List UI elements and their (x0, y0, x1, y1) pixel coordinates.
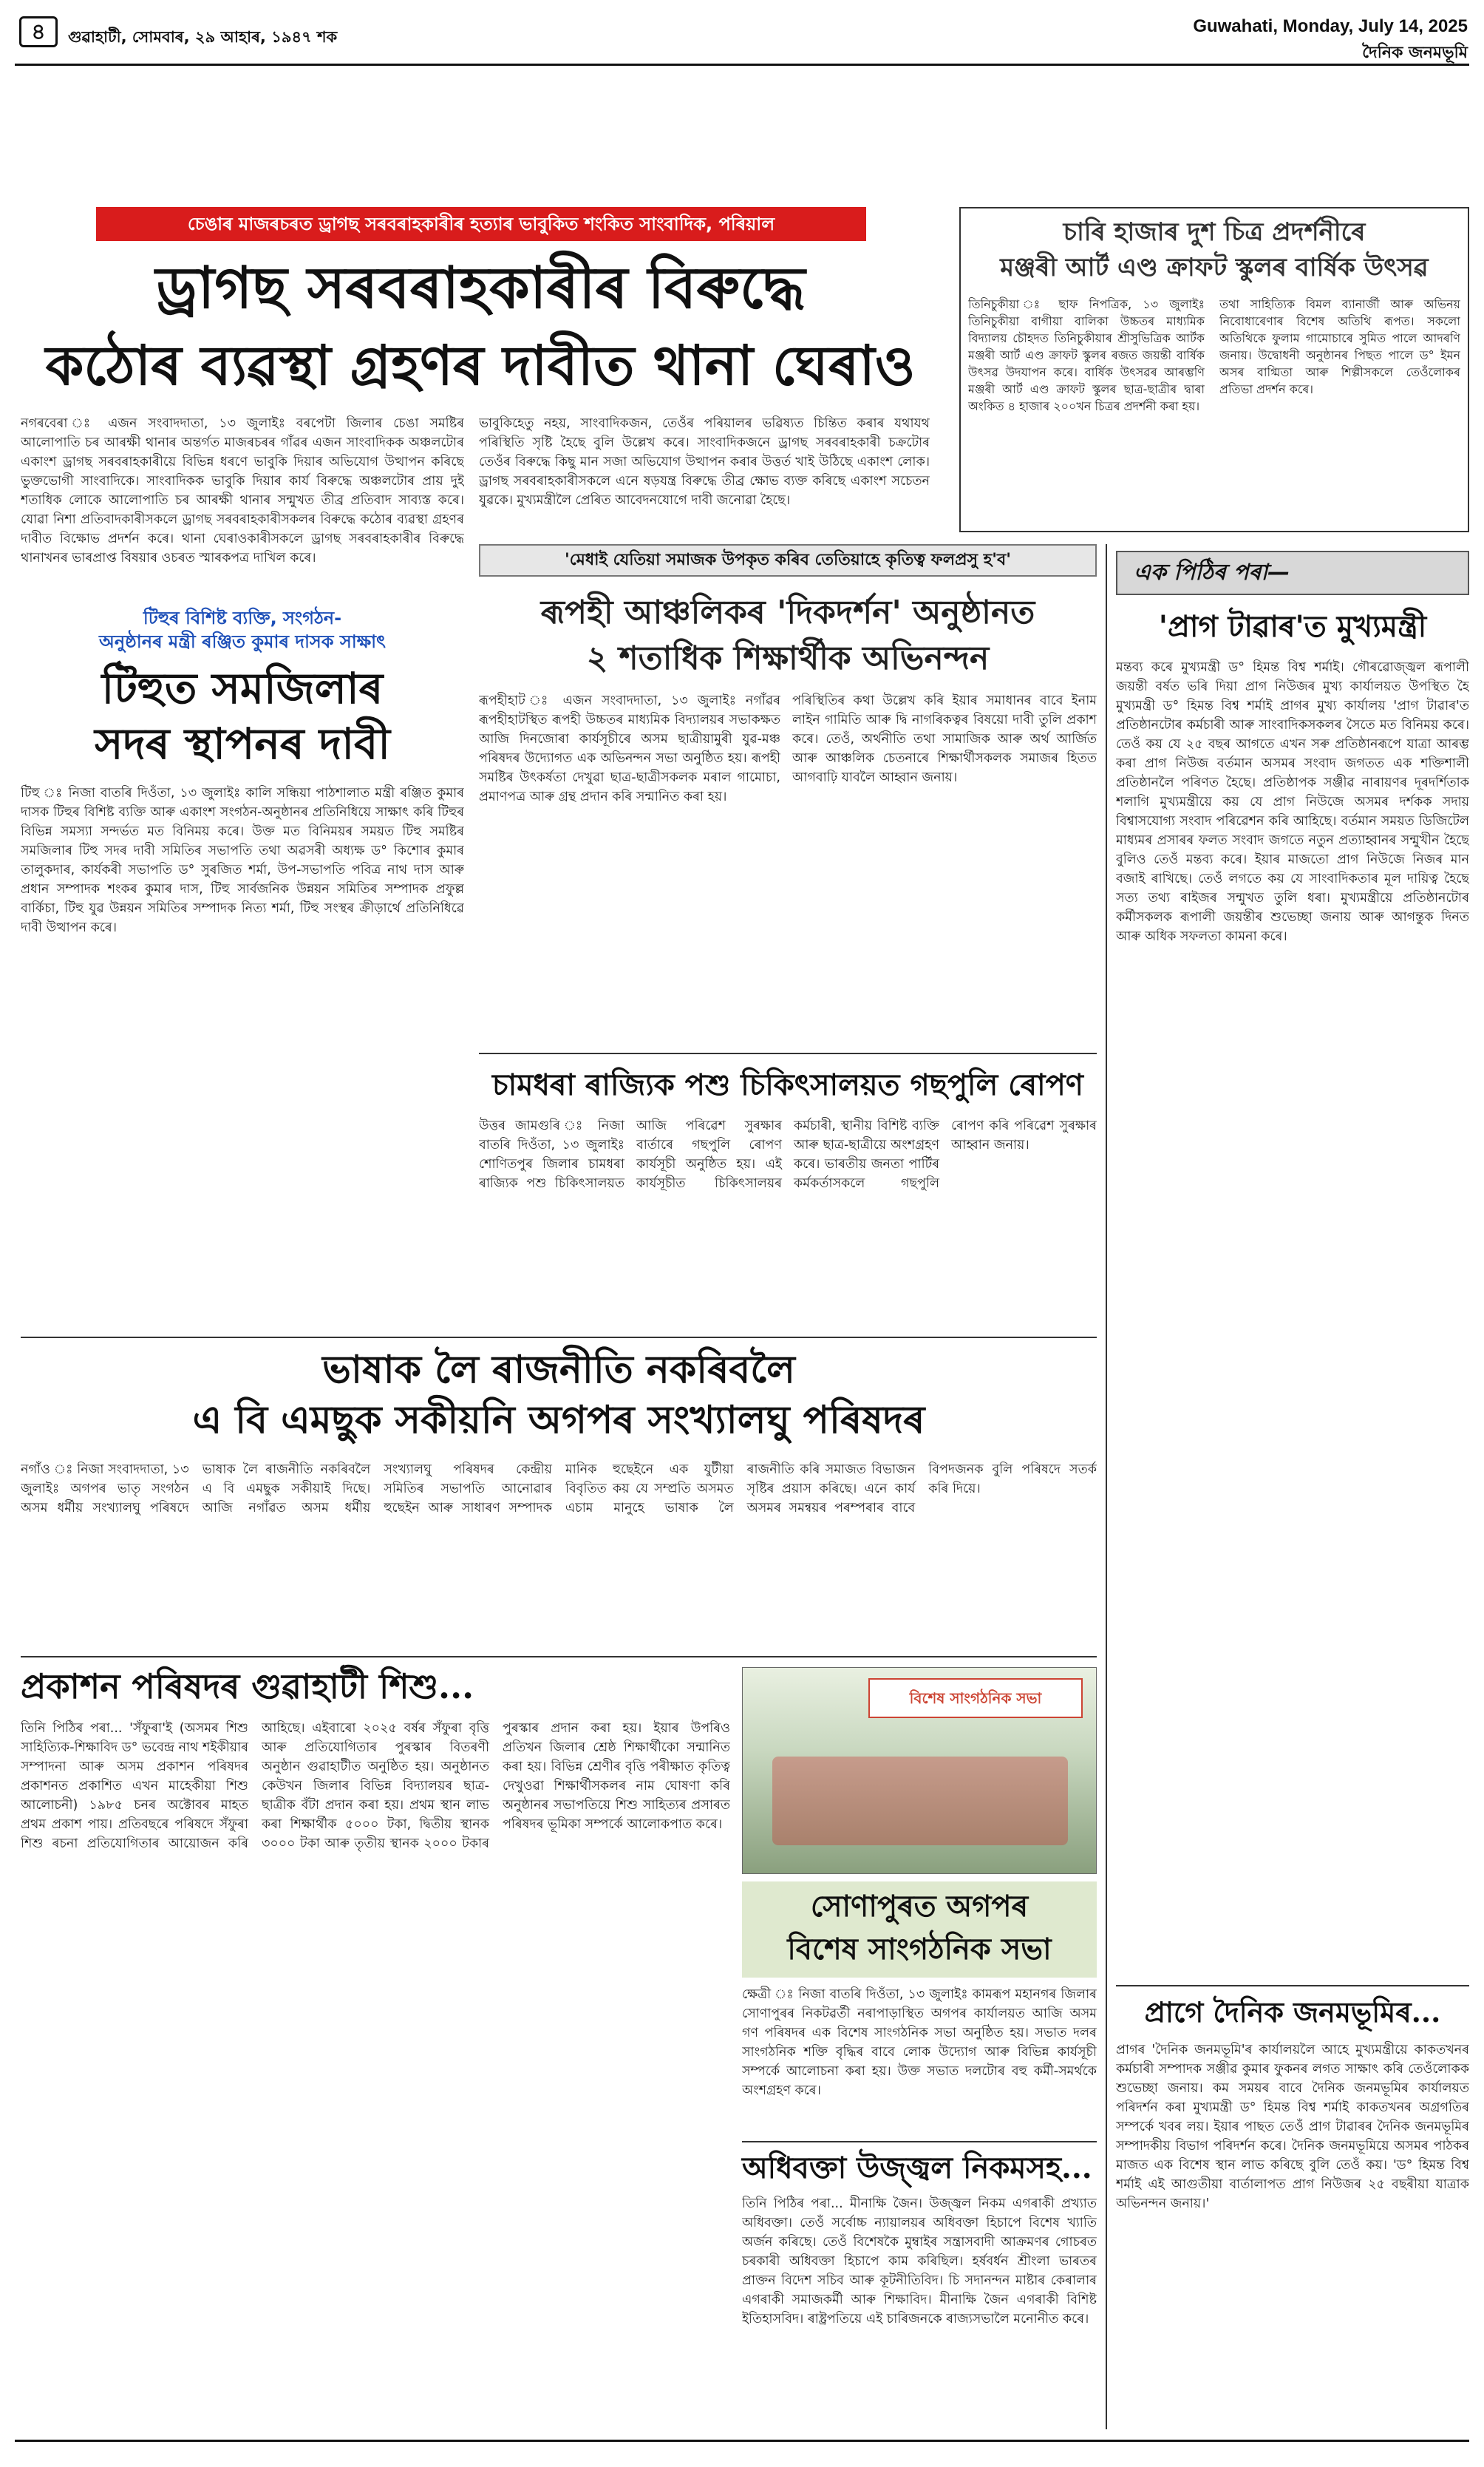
manjari-headline-1: চাৰি হাজাৰ দুশ চিত্ৰ প্ৰদৰ্শনীৰে (1063, 217, 1366, 247)
lead-body-col2: ভাবুকিহেতু নহয়, সাংবাদিকজন, তেওঁৰ পৰিয়ালৰ ভৱিষ্যত চিন্তিত কৰাৰ যথাযথ পৰিস্থিতি সৃষ্টি হৈছে বুলি উল্লেখ কৰে। সাংবাদিকজনে ড্ৰাগছ সৰবৰাহকাৰী চক্ৰটোৰ তেওঁৰ বিৰুদ্ধে কিছু মান সজা অভিযোগ উত্থাপন কৰাৰ উত্তৰ্ত খাই উঠিছে একাংশ লোক। ড্ৰাগছ সৰবৰাহকাৰীসকলে এনে ষড়যন্ত্ৰ বিৰুদ্ধে তীব্ৰ ক্ষোভ ব্যক্ত কৰিছে একাংশ সচেতন যুৱকে। মুখ্যমন্ত্ৰীলৈ প্ৰেৰিত আবেদনযোগে দাবী জনোৱা হৈছে। (479, 416, 930, 508)
publication-headline: প্ৰকাশন পৰিষদৰ গুৱাহাটী শিশু... (21, 1666, 474, 1706)
date-assamese: গুৱাহাটী, সোমবাৰ, ২৯ আহাৰ, ১৯৪৭ শক (68, 28, 338, 46)
photo-banner: বিশেষ সাংগঠনিক সভা (868, 1678, 1083, 1718)
agp-headline-2: বিশেষ সাংগঠনিক সভা (787, 1932, 1052, 1967)
column-divider (1106, 544, 1107, 2429)
rupohi-col1: ৰূপহীহাট ঃ এজন সংবাদদাতা, ১৩ জুলাইঃ নগাঁৱৰ ৰূপহীহাটস্থিত ৰূপহী উচ্চতৰ মাধ্যমিক বিদ্যালয়ৰ সভাকক্ষত আজি দিনজোৰা কাৰ্যসূচীৰে অসম ছাত্ৰীয়ামুৰী যুৱ-মঞ্চ পৰিষদৰ উদ্যোগত এক অভিনন্দন সভা অনুষ্ঠিত হয়। ৰূপহী সমষ্টিৰ উৎকৰ্ষতা দেখুৱা ছাত্ৰ-ছাত্ৰীসকলক মৰাল গামোচা, প্ৰমাণপত্ৰ আৰু গ্ৰন্থ প্ৰদান কৰি সন্মানিত কৰা হয়। (479, 693, 780, 804)
minority-body: নগাঁও ঃ নিজা সংবাদদাতা, ১৩ জুলাইঃ অগপৰ ভাতৃ সংগঠন অসম ধৰ্মীয় সংখ্যালঘু পৰিষদে ভাষাক লৈ ৰাজনীতি নকৰিবলৈ এ বি এমছুক সকীয়াই দিছে। আজি নগাঁৱত অসম ধৰ্মীয় সংখ্যালঘু পৰিষদৰ কেন্দ্ৰীয় সমিতিৰ সভাপতি আনোৱাৰ হুছেইন আৰু সাধাৰণ সম্পাদক মানিক হুছেইনে এক যুটীয়া বিবৃতিত কয় যে সম্প্ৰতি অসমত এচাম মানুহে ভাষাক লৈ ৰাজনীতি কৰি সমাজত বিভাজন সৃষ্টিৰ প্ৰয়াস কৰিছে। এনে কাৰ্য অসমৰ সমন্বয়ৰ পৰম্পৰাৰ বাবে বিপদজনক বুলি পৰিষদে সতৰ্ক কৰি দিয়ে। (21, 1462, 1097, 1516)
prag-body: মন্তব্য কৰে মুখ্যমন্ত্ৰী ড° হিমন্ত বিশ্ব শৰ্মাই। গৌৰৱোজ্জ্বল ৰূপালী জয়ন্তী বৰ্ষত ভৰি দিয়া প্ৰাগ নিউজৰ মুখ্য কাৰ্যালয়ত উপস্থিত হৈ মুখ্যমন্ত্ৰী ড° হিমন্ত বিশ্ব শৰ্মাই প্ৰাগৰ মুখ্য কাৰ্যালয় 'প্ৰাগ টাৱাৰ'ত প্ৰতিষ্ঠানটোৰ কৰ্মচাৰী আৰু সাংবাদিকসকলৰ সৈতে মত বিনিময় কৰে। তেওঁ কয় যে ২৫ বছৰ আগতে এখন সৰু প্ৰতিষ্ঠানৰূপে যাত্ৰা আৰম্ভ কৰা প্ৰাগ নিউজ বৰ্তমান অসমৰ সংবাদ জগতত এক শক্তিশালী প্ৰতিষ্ঠানলৈ পৰিণত হৈছে। প্ৰতিষ্ঠাপক সঞ্জীৱ নাৰায়ণৰ দূৰদৰ্শিতাক শলাগি মুখ্যমন্ত্ৰীয়ে কয় যে প্ৰাগ নিউজে অসমৰ দৰ্শকক সদায় বিশ্বাসযোগ্য সংবাদ পৰিৱেশন কৰি আহিছে। বৰ্তমান সময়ত ডিজিটেল মাধ্যমৰ প্ৰসাৰৰ ফলত সংবাদ জগতে নতুন প্ৰত্যাহ্বানৰ সন্মুখীন হৈছে বুলিও তেওঁ মন্তব্য কৰে। ইয়াৰ মাজতো প্ৰাগ নিউজে নিজৰ মান বজাই ৰাখিছে। তেওঁ লগতে কয় যে সাংবাদিকতাৰ মূল দায়িত্ব হৈছে সত্য তথ্য ৰাইজৰ সন্মুখত তুলি ধৰা। মুখ্যমন্ত্ৰীয়ে প্ৰতিষ্ঠানটোৰ কৰ্মীসকলক ৰূপালী জয়ন্তীৰ শুভেচ্ছা জনায় আৰু আগন্তুক দিনত আৰু অধিক সফলতা কামনা কৰে। (1116, 660, 1469, 944)
rupohi-quote: 'মেধাই যেতিয়া সমাজক উপকৃত কৰিব তেতিয়াহে কৃতিত্ব ফলপ্ৰসু হ'ব' (479, 544, 1097, 577)
date-english: Guwahati, Monday, July 14, 2025 (1193, 16, 1468, 36)
rupohi-headline-1: ৰূপহী আঞ্চলিকৰ 'দিকদৰ্শন' অনুষ্ঠানত (540, 594, 1035, 631)
tihu-headline-2: সদৰ স্থাপনৰ দাবী (95, 719, 390, 769)
agp-body: ক্ষেত্ৰী ঃ নিজা বাতৰি দিওঁতা, ১৩ জুলাইঃ কামৰূপ মহানগৰ জিলাৰ সোণাপুৰৰ নিকটৱৰ্তী নৰাপাড়াস্থিত অগপৰ কাৰ্যালয়ত আজি অসম গণ পৰিষদৰ এক বিশেষ সাংগঠনিক সভা অনুষ্ঠিত হয়। সভাত দলৰ সাংগঠনিক শক্তি বৃদ্ধিৰ বাবে লোক উদ্যোগ আৰু বিভিন্ন কাৰ্যসূচী সম্পৰ্কে আলোচনা কৰা হয়। উক্ত সভাত দলটোৰ বহু কৰ্মী-সমৰ্থকে অংশগ্ৰহণ কৰে। (742, 1987, 1097, 2098)
tihu-headline-1: টিহুত সমজিলাৰ (101, 663, 384, 713)
page-number: ৪ (19, 16, 58, 47)
lawyer-headline: অধিবক্তা উজ্জ্বল নিকমসহ... (742, 2151, 1092, 2185)
agp-headline-1: সোণাপুৰত অগপৰ (810, 1889, 1029, 1924)
lead-headline-2: কঠোৰ ব্যৱস্থা গ্ৰহণৰ দাবীত থানা ঘেৰাও (45, 334, 916, 398)
agp-meeting-photo (742, 1667, 1097, 1874)
manjari-col2: তথা সাহিত্যিক বিমল ব্যানাৰ্জী আৰু অভিনয় নিবোধাৰেণাৰ বিশেষ অতিথি ৰূপত। সকলো অতিথিকে ফুলাম গামোচাৰে সুমিত পালে আদৰণি জনায়। উদ্বোধনী অনুষ্ঠানৰ পিছত পালে ড° ইমন অসৰ বাগ্মিতা আৰু শিল্পীসকলে তেওঁলোকৰ প্ৰতিভা প্ৰদৰ্শন কৰে। (1219, 297, 1460, 396)
janambhumi-body: প্ৰাগৰ 'দৈনিক জনমভূমি'ৰ কাৰ্যালয়লৈ আহে মুখ্যমন্ত্ৰীয়ে কাকতখনৰ কৰ্মচাৰী সম্পাদক সঞ্জীৱ কুমাৰ ফুকনৰ লগত সাক্ষাৎ কৰি তেওঁলোকক শুভেচ্ছা জনায়। কম সময়ৰ বাবে দৈনিক জনমভূমিৰ কাৰ্যালয়ত পৰিদৰ্শন কৰা মুখ্যমন্ত্ৰী ড° হিমন্ত বিশ্ব শৰ্মাই কাকতখনৰ অগ্ৰগতিৰ সম্পৰ্কে খবৰ লয়। ইয়াৰ পাছত তেওঁ প্ৰাগ টাৱাৰৰ দৈনিক জনমভূমিৰ সম্পাদকীয় বিভাগ পৰিদৰ্শন কৰে। দৈনিক জনমভূমিয়ে অসমৰ পাঠকৰ মাজত এক বিশেষ স্থান লাভ কৰিছে বুলি তেওঁ কয়। 'ড° হিমন্ত বিশ্ব শৰ্মাই এই আগুতীয়া বাৰ্তালাপত প্ৰাগ নিউজৰ ২৫ বছৰীয়া যাত্ৰাক অভিনন্দন জনায়।' (1116, 2043, 1469, 2211)
cattle-headline: চামধৰা ৰাজ্যিক পশু চিকিৎসালয়ত গছপুলি ৰোপণ (492, 1068, 1083, 1102)
lead-body-col1: নগৰবেৰা ঃ এজন সংবাদদাতা, ১৩ জুলাইঃ বৰপেটা জিলাৰ চেঙা সমষ্টিৰ আলোপাতি চৰ আৰক্ষী থানাৰ অন্তৰ্গত মাজৰচৰৰ গাঁৱৰ এজন সাংবাদিকক অঞ্চলটোৰ একাংশ ড্ৰাগছ সৰবৰাহকাৰীয়ে বিভিন্ন ধৰণে ভাবুকি দিয়াৰ অভিযোগ উত্থাপন কৰিছে ভুক্তভোগী সাংবাদিকে। সাংবাদিকক ভাবুকি দিয়াৰ কাৰ্য বিৰুদ্ধে অঞ্চলটোৰ প্ৰায় দুই শতাধিক লোকে আলোপাতি চৰ আৰক্ষী থানাৰ সন্মুখত তীব্ৰ প্ৰতিবাদ সাব্যস্ত কৰে। যোৱা নিশা প্ৰতিবাদকাৰীসকলে ড্ৰাগছ সৰবৰাহকাৰীসকলৰ বিৰুদ্ধে কঠোৰ ব্যৱস্থা গ্ৰহণৰ দাবীত বিক্ষোভ প্ৰদৰ্শন কৰে। থানা ঘেৰাওকাৰীসকলে ড্ৰাগছ সৰবৰাহকাৰীৰ বিৰুদ্ধে থানাখনৰ ভাৰপ্ৰাপ্ত বিষয়াৰ ওচৰত স্মাৰকপত্ৰ দাখিল কৰে। (21, 416, 464, 566)
tihu-kicker-2: অনুষ্ঠানৰ মন্ত্ৰী ৰঞ্জিত কুমাৰ দাসক সাক্ষাৎ (99, 631, 386, 652)
minority-headline-1: ভাষাক লৈ ৰাজনীতি নকৰিবলৈ (322, 1347, 795, 1392)
manjari-headline-2: মঞ্জৰী আৰ্ট এণ্ড ক্ৰাফট স্কুলৰ বাৰ্ষিক উৎসৱ (1000, 253, 1429, 282)
publication-body: তিনি পিঠিৰ পৰা... 'সঁফুৰা'ই (অসমৰ শিশু সাহিত্যিক-শিক্ষাবিদ ড° ভবেন্দ্ৰ নাথ শইকীয়াৰ সম্পাদনা আৰু অসম প্ৰকাশন পৰিষদৰ প্ৰকাশনত প্ৰকাশিত এখন মাহেকীয়া শিশু আলোচনী) ১৯৮৫ চনৰ অক্টোবৰ মাহত প্ৰথম প্ৰকাশ পায়। প্ৰতিবছৰে পৰিষদে সঁফুৰা শিশু ৰচনা প্ৰতিযোগিতাৰ আয়োজন কৰি আহিছে। এইবাৰো ২০২৫ বৰ্ষৰ সঁফুৰা বৃত্তি আৰু প্ৰতিযোগিতাৰ পুৰস্কাৰ বিতৰণী অনুষ্ঠান গুৱাহাটীত অনুষ্ঠিত হয়। অনুষ্ঠানত কেউখন জিলাৰ বিভিন্ন বিদ্যালয়ৰ ছাত্ৰ-ছাত্ৰীক বঁটা প্ৰদান কৰা হয়। প্ৰথম স্থান লাভ কৰা শিক্ষাৰ্থীক ৫০০০ টকা, দ্বিতীয় স্থানক ৩০০০ টকা আৰু তৃতীয় স্থানক ২০০০ টকাৰ পুৰস্কাৰ প্ৰদান কৰা হয়। ইয়াৰ উপৰিও প্ৰতিখন জিলাৰ শ্ৰেষ্ঠ শিক্ষাৰ্থীকো সন্মানিত কৰা হয়। বিভিন্ন শ্ৰেণীৰ বৃত্তি পৰীক্ষাত কৃতিত্ব দেখুওৱা শিক্ষাৰ্থীসকলৰ নাম ঘোষণা কৰি অনুষ্ঠানৰ সভাপতিয়ে শিশু সাহিত্যৰ প্ৰসাৰত পৰিষদৰ ভূমিকা সম্পৰ্কে আলোকপাত কৰে। (21, 1721, 730, 1851)
lead-banner: চেঙাৰ মাজৰচৰত ড্ৰাগছ সৰবৰাহকাৰীৰ হত্যাৰ ভাবুকিত শংকিত সাংবাদিক, পৰিয়াল (96, 207, 866, 241)
divider (742, 2141, 1097, 2142)
photo-people (772, 1757, 1068, 1845)
cattle-body: উত্তৰ জামগুৰি ঃ নিজা বাতৰি দিওঁতা, ১৩ জুলাইঃ শোণিতপুৰ জিলাৰ চামধৰা ৰাজ্যিক পশু চিকিৎসালয়ত আজি পৰিৱেশ সুৰক্ষাৰ বাৰ্তাৰে গছপুলি ৰোপণ কাৰ্যসূচী অনুষ্ঠিত হয়। এই কাৰ্যসূচীত চিকিৎসালয়ৰ কৰ্মচাৰী, স্থানীয় বিশিষ্ট ব্যক্তি আৰু ছাত্ৰ-ছাত্ৰীয়ে অংশগ্ৰহণ কৰে। ভাৰতীয় জনতা পাৰ্টিৰ কৰ্মকৰ্তাসকলে গছপুলি ৰোপণ কৰি পৰিৱেশ সুৰক্ষাৰ আহ্বান জনায়। (479, 1119, 1097, 1191)
tihu-kicker: টিহুৰ বিশিষ্ট ব্যক্তি, সংগঠন- (143, 608, 342, 628)
section-tag: এক পিঠিৰ পৰা— (1116, 551, 1469, 595)
prag-headline: 'প্ৰাগ টাৱাৰ'ত মুখ্যমন্ত্ৰী (1158, 609, 1427, 644)
header-rule (15, 64, 1469, 66)
divider (21, 1337, 1097, 1338)
agp-headline-box (742, 1881, 1097, 1978)
lawyer-body: তিনি পিঠিৰ পৰা... মীনাক্ষি জৈন। উজ্জ্বল নিকম এগৰাকী প্ৰখ্যাত অধিবক্তা। তেওঁ সৰ্বোচ্চ ন্যায়ালয়ৰ অধিবক্তা হিচাপে বিশেষ খ্যাতি অৰ্জন কৰিছে। তেওঁ বিশেষকৈ মুম্বাইৰ সন্ত্ৰাসবাদী আক্ৰমণৰ গোচৰত চৰকাৰী অধিবক্তা হিচাপে কাম কৰিছিল। হৰ্ষবৰ্ধন শ্ৰীংলা ভাৰতৰ প্ৰাক্তন বিদেশ সচিব আৰু কূটনীতিবিদ। চি সদানন্দন মাষ্টাৰ কেৰালাৰ এগৰাকী সমাজকৰ্মী আৰু শিক্ষাবিদ। মীনাক্ষি জৈন এগৰাকী বিশিষ্ট ইতিহাসবিদ। ৰাষ্ট্ৰপতিয়ে এই চাৰিজনকে ৰাজ্যসভালৈ মনোনীত কৰে। (742, 2196, 1097, 2327)
minority-headline-2: এ বি এমছুক সকীয়নি অগপৰ সংখ্যালঘু পৰিষদৰ (192, 1397, 925, 1442)
tihu-body: টিহু ঃ নিজা বাতৰি দিওঁতা, ১৩ জুলাইঃ কালি সন্ধিয়া পাঠশালাত মন্ত্ৰী ৰঞ্জিত কুমাৰ দাসক টিহুৰ বিশিষ্ট ব্যক্তি আৰু একাংশ সংগঠন-অনুষ্ঠানৰ প্ৰতিনিধিয়ে সাক্ষাৎ কৰি টিহুৰ বিভিন্ন সমস্যা সন্দৰ্ভত মত বিনিময় কৰে। উক্ত মত বিনিময়ৰ সময়ত টিহু সমষ্টিৰ সমজিলাৰ টিহু সদৰ দাবী সমিতিৰ সভাপতি তথা অৱসৰী অধ্যক্ষ ড° কিশোৰ কুমাৰ তালুকদাৰ, কাৰ্যকৰী সভাপতি ড° সুৰজিত শৰ্মা, উপ-সভাপতি পবিত্ৰ নাথ দাস আৰু প্ৰধান সম্পাদক শংকৰ কুমাৰ দাস, টিহু সাৰ্বজনিক উন্নয়ন সমিতিৰ সম্পাদক প্ৰফুল্ল বাৰ্কিচা, টিহু যুৱ উন্নয়ন সমিতিৰ সম্পাদক নিত্য শৰ্মা, টিহু সংস্থৰ ক্ৰীড়াৰ্থে প্ৰতিনিধিৱে দাবী উত্থাপন কৰে। (21, 786, 464, 935)
footer-rule (15, 2440, 1469, 2442)
manjari-col1: তিনিচুকীয়া ঃ ছাফ নিপত্ৰিক, ১৩ জুলাইঃ তিনিচুকীয়া বাগীয়া বালিকা উচ্চতৰ মাধ্যমিক বিদ্যালয় চৌহদত তিনিচুকীয়াৰ শ্ৰীসুভিত্ৰিক আৰ্টক মঞ্জৰী আৰ্ট এণ্ড ক্ৰাফট স্কুলৰ ৰজত জয়ন্তী বাৰ্ষিক উৎসৱ উদযাপন কৰে। বাৰ্ষিক উৎসৱৰ আৰম্ভণি মঞ্জৰী আৰ্ট এণ্ড ক্ৰাফট স্কুলৰ ছাত্ৰ-ছাত্ৰীৰ দ্বাৰা অংকিত ৪ হাজাৰ ২০০খন চিত্ৰৰ প্ৰদৰ্শনী কৰা হয়। (968, 297, 1205, 413)
divider (1116, 1985, 1469, 1986)
lead-headline-1: ড্ৰাগছ সৰবৰাহকাৰীৰ বিৰুদ্ধে (155, 254, 806, 322)
paper-name: দৈনিক জনমভূমি (1362, 43, 1468, 62)
rupohi-col2: পৰিস্থিতিৰ কথা উল্লেখ কৰি ইয়াৰ সমাধানৰ বাবে ইনাম লাইন গামিতি আৰু দ্বি নাগৰিকত্বৰ বিষয়ো দাবী তুলি প্ৰকাশ কৰে। তেওঁ, অৰ্থনীতি তথা সামাজিক আৰু অৰ্থ আৰ্জিত আৰু আঞ্চলিক চেতনাৰে শিক্ষাৰ্থীসকলক সমাজৰ হিতত আগবাঢ়ি যাবলৈ আহ্বান জনায়। (792, 693, 1097, 785)
divider (21, 1656, 1097, 1657)
janambhumi-headline: প্ৰাগে দৈনিক জনমভূমিৰ... (1144, 1995, 1441, 2029)
divider (479, 1053, 1097, 1054)
rupohi-headline-2: ২ শতাধিক শিক্ষাৰ্থীক অভিনন্দন (586, 639, 990, 677)
